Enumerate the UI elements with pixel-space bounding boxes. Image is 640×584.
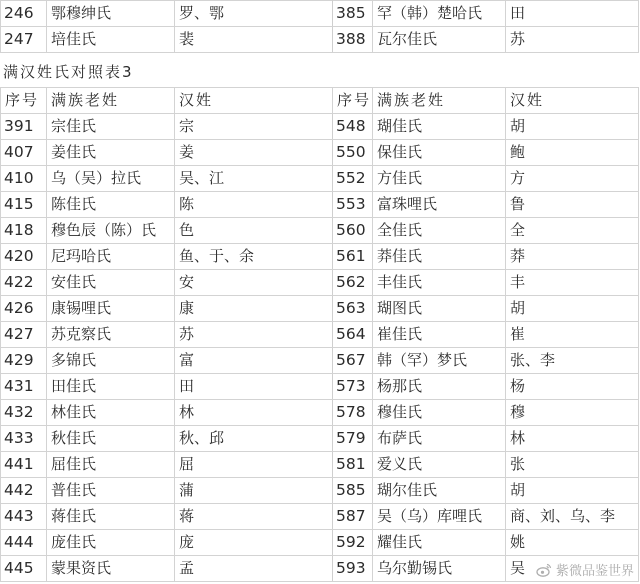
cell-han-surname: 蒋 xyxy=(175,504,333,530)
cell-han-surname: 田 xyxy=(506,1,639,27)
table-row xyxy=(1,244,639,270)
cell-manchu-surname: 吴（乌）库哩氏 xyxy=(373,504,506,530)
cell-manchu-surname: 康锡哩氏 xyxy=(47,296,175,322)
cell-han-surname: 田 xyxy=(175,374,333,400)
cell-number: 563 xyxy=(333,296,373,322)
cell-number: 581 xyxy=(333,452,373,478)
cell-manchu-surname: 宗佳氏 xyxy=(47,114,175,140)
cell-number: 388 xyxy=(333,27,373,53)
cell-han-surname: 苏 xyxy=(175,322,333,348)
cell-number: 418 xyxy=(1,218,47,244)
cell-manchu-surname: 安佳氏 xyxy=(47,270,175,296)
cell-number: 587 xyxy=(333,504,373,530)
cell-number: 441 xyxy=(1,452,47,478)
cell-manchu-surname: 屈佳氏 xyxy=(47,452,175,478)
header-manchu-surname: 满族老姓 xyxy=(373,88,506,114)
cell-han-surname: 张、李 xyxy=(506,348,639,374)
cell-number: 247 xyxy=(1,27,47,53)
cell-han-surname: 宗 xyxy=(175,114,333,140)
cell-han-surname: 屈 xyxy=(175,452,333,478)
cell-manchu-surname: 莽佳氏 xyxy=(373,244,506,270)
cell-number: 246 xyxy=(1,1,47,27)
cell-number: 429 xyxy=(1,348,47,374)
cell-number: 593 xyxy=(333,556,373,582)
table-title: 满汉姓氏对照表3 xyxy=(3,63,134,81)
cell-manchu-surname: 蒋佳氏 xyxy=(47,504,175,530)
cell-han-surname: 孟 xyxy=(175,556,333,582)
cell-number: 564 xyxy=(333,322,373,348)
cell-manchu-surname: 庞佳氏 xyxy=(47,530,175,556)
cell-han-surname: 吴、江 xyxy=(175,166,333,192)
cell-han-surname: 裴 xyxy=(175,27,333,53)
watermark-text: 紫微品鉴世界 xyxy=(555,564,634,579)
cell-manchu-surname: 乌（吴）拉氏 xyxy=(47,166,175,192)
cell-number: 553 xyxy=(333,192,373,218)
cell-manchu-surname: 方佳氏 xyxy=(373,166,506,192)
cell-han-surname: 胡 xyxy=(506,296,639,322)
cell-number: 552 xyxy=(333,166,373,192)
cell-han-surname: 崔 xyxy=(506,322,639,348)
table-row xyxy=(1,27,639,53)
cell-han-surname: 穆 xyxy=(506,400,639,426)
cell-manchu-surname: 丰佳氏 xyxy=(373,270,506,296)
table-row xyxy=(1,452,639,478)
table-row xyxy=(1,192,639,218)
cell-manchu-surname: 蒙果资氏 xyxy=(47,556,175,582)
cell-han-surname: 莽 xyxy=(506,244,639,270)
cell-han-surname: 庞 xyxy=(175,530,333,556)
cell-number: 410 xyxy=(1,166,47,192)
header-number: 序号 xyxy=(1,88,47,114)
header-han-surname: 汉姓 xyxy=(175,88,333,114)
cell-manchu-surname: 穆佳氏 xyxy=(373,400,506,426)
cell-han-surname: 鲁 xyxy=(506,192,639,218)
table-row xyxy=(1,426,639,452)
cell-manchu-surname: 陈佳氏 xyxy=(47,192,175,218)
cell-number: 579 xyxy=(333,426,373,452)
surname-table xyxy=(0,87,639,582)
cell-han-surname: 苏 xyxy=(506,27,639,53)
cell-han-surname: 康 xyxy=(175,296,333,322)
cell-han-surname: 全 xyxy=(506,218,639,244)
table-row xyxy=(1,530,639,556)
cell-han-surname: 姜 xyxy=(175,140,333,166)
cell-number: 445 xyxy=(1,556,47,582)
cell-manchu-surname: 田佳氏 xyxy=(47,374,175,400)
cell-manchu-surname: 苏克察氏 xyxy=(47,322,175,348)
cell-manchu-surname: 爱义氏 xyxy=(373,452,506,478)
cell-han-surname: 方 xyxy=(506,166,639,192)
cell-manchu-surname: 穆色辰（陈）氏 xyxy=(47,218,175,244)
cell-number: 585 xyxy=(333,478,373,504)
weibo-icon xyxy=(536,562,552,578)
table-row xyxy=(1,348,639,374)
cell-manchu-surname: 林佳氏 xyxy=(47,400,175,426)
cell-han-surname: 林 xyxy=(506,426,639,452)
cell-number: 407 xyxy=(1,140,47,166)
cell-number: 548 xyxy=(333,114,373,140)
cell-number: 422 xyxy=(1,270,47,296)
cell-number: 443 xyxy=(1,504,47,530)
top-partial-table xyxy=(0,0,639,53)
cell-number: 432 xyxy=(1,400,47,426)
table-row xyxy=(1,478,639,504)
table-row xyxy=(1,270,639,296)
cell-manchu-surname: 培佳氏 xyxy=(47,27,175,53)
cell-manchu-surname: 瓦尔佳氏 xyxy=(373,27,506,53)
cell-manchu-surname: 富珠哩氏 xyxy=(373,192,506,218)
cell-number: 573 xyxy=(333,374,373,400)
cell-number: 391 xyxy=(1,114,47,140)
table-row xyxy=(1,140,639,166)
cell-manchu-surname: 崔佳氏 xyxy=(373,322,506,348)
table-row xyxy=(1,374,639,400)
table-row xyxy=(1,218,639,244)
cell-manchu-surname: 多锦氏 xyxy=(47,348,175,374)
table-row xyxy=(1,504,639,530)
cell-number: 431 xyxy=(1,374,47,400)
cell-number: 444 xyxy=(1,530,47,556)
cell-han-surname: 杨 xyxy=(506,374,639,400)
table-row xyxy=(1,114,639,140)
cell-manchu-surname: 姜佳氏 xyxy=(47,140,175,166)
cell-manchu-surname: 鄂穆绅氏 xyxy=(47,1,175,27)
cell-han-surname: 林 xyxy=(175,400,333,426)
cell-han-surname: 蒲 xyxy=(175,478,333,504)
table-row xyxy=(1,400,639,426)
cell-manchu-surname: 全佳氏 xyxy=(373,218,506,244)
cell-number: 562 xyxy=(333,270,373,296)
cell-manchu-surname: 乌尔勤锡氏 xyxy=(373,556,506,582)
cell-number: 427 xyxy=(1,322,47,348)
cell-number: 550 xyxy=(333,140,373,166)
cell-manchu-surname: 普佳氏 xyxy=(47,478,175,504)
cell-manchu-surname: 杨那氏 xyxy=(373,374,506,400)
table-row xyxy=(1,322,639,348)
header-number: 序号 xyxy=(333,88,373,114)
cell-han-surname: 商、刘、乌、李 xyxy=(506,504,639,530)
cell-number: 420 xyxy=(1,244,47,270)
cell-han-surname: 胡 xyxy=(506,478,639,504)
cell-han-surname: 鲍 xyxy=(506,140,639,166)
cell-manchu-surname: 瑚图氏 xyxy=(373,296,506,322)
cell-han-surname: 罗、鄂 xyxy=(175,1,333,27)
header-han-surname: 汉姓 xyxy=(506,88,639,114)
cell-number: 561 xyxy=(333,244,373,270)
cell-manchu-surname: 瑚尔佳氏 xyxy=(373,478,506,504)
cell-number: 385 xyxy=(333,1,373,27)
header-manchu-surname: 满族老姓 xyxy=(47,88,175,114)
cell-number: 442 xyxy=(1,478,47,504)
cell-han-surname: 秋、邱 xyxy=(175,426,333,452)
cell-number: 426 xyxy=(1,296,47,322)
cell-number: 415 xyxy=(1,192,47,218)
cell-han-surname: 陈 xyxy=(175,192,333,218)
cell-manchu-surname: 尼玛哈氏 xyxy=(47,244,175,270)
cell-number: 567 xyxy=(333,348,373,374)
watermark xyxy=(536,560,634,579)
cell-manchu-surname: 秋佳氏 xyxy=(47,426,175,452)
cell-manchu-surname: 韩（罕）梦氏 xyxy=(373,348,506,374)
table-header-row xyxy=(1,88,639,114)
cell-han-surname: 安 xyxy=(175,270,333,296)
cell-number: 578 xyxy=(333,400,373,426)
cell-manchu-surname: 布萨氏 xyxy=(373,426,506,452)
cell-han-surname: 鱼、于、余 xyxy=(175,244,333,270)
table-row xyxy=(1,296,639,322)
cell-han-surname: 吴 xyxy=(506,556,639,582)
table-row xyxy=(1,1,639,27)
cell-number: 433 xyxy=(1,426,47,452)
table-row xyxy=(1,166,639,192)
cell-han-surname: 张 xyxy=(506,452,639,478)
cell-han-surname: 胡 xyxy=(506,114,639,140)
cell-manchu-surname: 瑚佳氏 xyxy=(373,114,506,140)
cell-han-surname: 富 xyxy=(175,348,333,374)
cell-han-surname: 丰 xyxy=(506,270,639,296)
cell-manchu-surname: 耀佳氏 xyxy=(373,530,506,556)
cell-number: 560 xyxy=(333,218,373,244)
cell-han-surname: 姚 xyxy=(506,530,639,556)
cell-manchu-surname: 罕（韩）楚哈氏 xyxy=(373,1,506,27)
cell-manchu-surname: 保佳氏 xyxy=(373,140,506,166)
cell-number: 592 xyxy=(333,530,373,556)
cell-han-surname: 色 xyxy=(175,218,333,244)
